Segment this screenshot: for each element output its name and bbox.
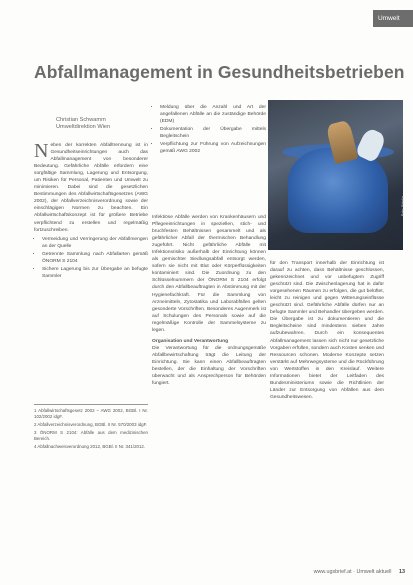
- page-footer: [314, 569, 405, 575]
- intro-paragraph: [34, 142, 148, 234]
- page-number: 13: [399, 569, 405, 575]
- column-2: [152, 102, 266, 157]
- list-item: • Sichere Lagerung bis zur Übergabe an befugte Sammler: [42, 266, 148, 280]
- body-paragraph: Infektiöse Abfälle werden von Krankenhäusern und Pflegeeinrichtungen in speziellen, stich- und bruchfesten Behältnissen gesammelt und als gefährlicher Abfall der thermischen Behandlung zugeführt. Nicht gefährliche Abfälle mit Infektionsrisiko außerhalb der Einrichtung können als gemischter Siedlungsabfall entsorgt werden, sofern sie nicht mit Blut oder Körperflüssigkeiten kontaminiert sind. Die Zuordnung zu den Schlüsselnummern der ÖNORM S 2104 erfolgt durch den Abfallbeauftragten in Abstimmung mit der Hygienefachkraft. Für die Sammlung von Arzneimitteln, Zytostatika und Laborabfällen gelten gesonderte Vorschriften. Besonderes Augenmerk ist auf Schulungen des Personals sowie auf die regelmäßige Kontrolle der Sammelsysteme zu legen.: [152, 215, 266, 333]
- footnotes: [34, 404, 148, 453]
- author-block: [56, 117, 150, 131]
- footer-source: www.ugsbrief.at · Umwelt aktuell: [313, 569, 392, 575]
- column-1: [34, 142, 148, 282]
- body-paragraph: für den Transport innerhalb der Einrichtung ist darauf zu achten, dass Behältnisse geschlossen, gekennzeichnet und vor unbefugtem Zugriff geschützt sind. Die Zwischenlagerung hat in dafür vorgesehenen Räumen zu erfolgen, die gut belüftet, leicht zu reinigen und gegen Witterungseinflüsse geschützt sind. Gefährliche Abfälle dürfen nur an befugte Sammler und Behandler übergeben werden. Die Übergabe ist zu dokumentieren und die Begleitscheine sind mindestens sieben Jahre aufzubewahren. Durch ein konsequentes Abfallmanagement lassen sich nicht nur gesetzliche Vorgaben erfüllen, sondern auch Kosten senken und Ressourcen schonen. Moderne Konzepte setzen verstärkt auf Mehrwegsysteme und die Rückführung von Wertstoffen in den Kreislauf. Weitere Informationen bietet der Leitfaden des Bundesministeriums sowie die Richtlinien der Länder zur Entsorgung von Abfällen aus dem Gesundheitswesen.: [270, 261, 384, 400]
- subheading: Organisation und Verantwortung: [152, 338, 229, 344]
- column-2-body: [152, 214, 266, 387]
- col2-list: [152, 104, 266, 155]
- footnote: 2 Abfallverzeichnisverordnung, BGBl. II Nr. 570/2003 idgF.: [34, 422, 147, 428]
- footnote: 3 ÖNORM S 2104: Abfälle aus dem medizinischen Bereich.: [34, 430, 148, 442]
- list-item: • Verpflichtung zur Führung von Aufzeichnungen gemäß AWG 2002: [160, 141, 266, 155]
- list-item: • Vermeidung und Verringerung der Abfallmengen an der Quelle: [42, 236, 148, 250]
- list-item: • Dokumentation der Übergabe mittels Begleitschein: [160, 126, 266, 140]
- intro-text: eben der korrekten Abfalltrennung ist in Gesundheitseinrichtungen auch das Abfallmanagement von besonderer Bedeutung. Gefährliche Abfälle erfordern eine sorgfältige Sammlung, Lagerung und Entsorgung, um Risiken für Personal, Patienten und Umwelt zu minimieren. Dabei sind die gesetzlichen Bestimmungen des Abfallwirtschaftsgesetzes (AWG 2002), der Abfallverzeichnisverordnung sowie der einschlägigen Normen zu beachten. Ein Abfallwirtschaftskonzept ist für größere Betriebe verpflichtend zu erstellen und regelmäßig fortzuschreiben.: [34, 143, 148, 233]
- section-tab: Umwelt: [373, 10, 413, 27]
- footnote: 1 Abfallwirtschaftsgesetz 2002 – AWG 2002, BGBl. I Nr. 102/2002 idgF.: [34, 408, 148, 420]
- article-title: Abfallmanagement in Gesundheitsbetrieben: [34, 62, 405, 82]
- photo-credit: Foto: Fotolia: [401, 196, 405, 216]
- dropcap: N: [34, 140, 49, 162]
- list-item: • Meldung über die Anzahl und Art der angefallenen Abfälle an die zuständige Behörde (EDM): [160, 104, 266, 125]
- intro-list: [34, 236, 148, 280]
- author-name: Christian Schwamm: [56, 117, 106, 123]
- list-item: • Getrennte Sammlung nach Abfallarten gemäß ÖNORM S 2104: [42, 251, 148, 265]
- column-3: [270, 260, 384, 401]
- waste-bag-photo: [268, 100, 403, 250]
- body-paragraph: Die Verantwortung für die ordnungsgemäße Abfallbewirtschaftung trägt die Leitung der Einrichtung. Sie kann einen Abfallbeauftragten bestellen, der die Einhaltung der Vorschriften überwacht und als Ansprechperson für Behörden fungiert.: [152, 345, 266, 387]
- author-affiliation: Umweltdirektion Wien: [56, 124, 111, 131]
- footnote: 4 Abfallnachweisverordnung 2012, BGBl. II Nr. 341/2012.: [34, 444, 146, 450]
